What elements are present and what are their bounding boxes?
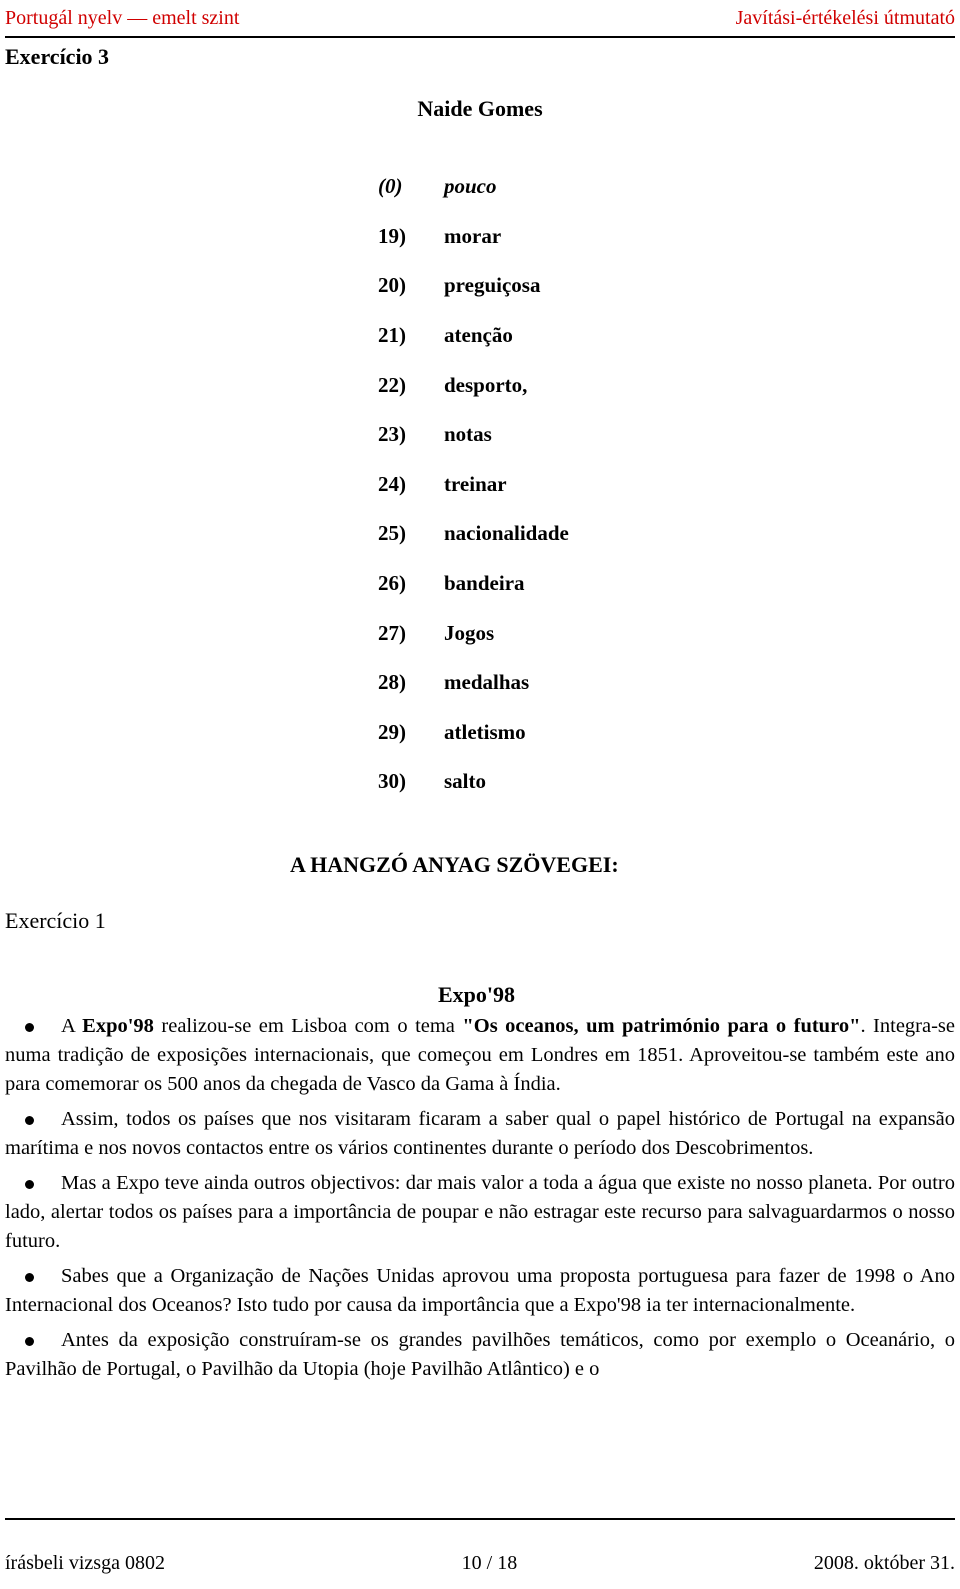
p2-text: Assim, todos os países que nos visitaram ficaram a saber qual o papel histórico de Portugal na expansão marítima e nos novos contactos entre os vários continentes durante o período dos Descobrimentos. — [5, 1108, 955, 1159]
list-item — [378, 410, 569, 460]
answer-number: 28) — [378, 670, 406, 695]
p1-bold-theme: "Os oceanos, um património para o futuro" — [462, 1015, 861, 1037]
answer-number: 23) — [378, 422, 406, 447]
paragraph-4 — [5, 1262, 955, 1320]
list-item — [378, 460, 569, 510]
answer-word: Jogos — [444, 620, 495, 645]
answer-number: 20) — [378, 273, 406, 298]
list-item — [378, 212, 569, 262]
list-item — [378, 658, 569, 708]
answer-number: 27) — [378, 620, 406, 645]
header-right: Javítási-értékelési útmutató — [735, 7, 955, 29]
listening-title: A HANGZÓ ANYAG SZÖVEGEI: — [290, 852, 619, 877]
answer-word: atenção — [444, 323, 513, 348]
answer-word: atletismo — [444, 719, 526, 744]
answer-word: bandeira — [444, 571, 525, 596]
paragraph-5 — [5, 1326, 955, 1384]
footer-right: 2008. október 31. — [813, 1552, 955, 1574]
answer-number: 25) — [378, 521, 406, 546]
answer-word: salto — [444, 769, 486, 794]
answer-number: 22) — [378, 372, 406, 397]
page-footer — [5, 1552, 955, 1575]
answer-word: nacionalidade — [444, 521, 569, 546]
answer-number: (0) — [378, 174, 403, 199]
footer-left: írásbeli vizsga 0802 — [5, 1552, 165, 1574]
answer-word: notas — [444, 422, 492, 447]
p1-bold-expo: Expo'98 — [82, 1015, 154, 1037]
header-divider — [5, 36, 955, 38]
list-item — [378, 559, 569, 609]
answer-word: desporto, — [444, 372, 528, 397]
paragraph-2 — [5, 1105, 955, 1163]
list-item — [378, 708, 569, 758]
bullet-icon — [25, 1337, 34, 1346]
p5-text: Antes da exposição construíram-se os grandes pavilhões temáticos, como por exemplo o Oceanário, o Pavilhão de Portugal, o Pavilhão da Utopia (hoje Pavilhão Atlântico) e o — [5, 1329, 955, 1380]
answer-word: pouco — [444, 174, 497, 199]
page-header — [5, 0, 955, 30]
answer-number: 29) — [378, 719, 406, 744]
exercise-3-label: Exercício 3 — [5, 44, 110, 69]
paragraph-1 — [5, 1012, 955, 1099]
exercise-1-label: Exercício 1 — [5, 908, 106, 933]
list-item — [378, 311, 569, 361]
list-item — [378, 509, 569, 559]
footer-page-number: 10 / 18 — [461, 1552, 518, 1574]
list-item — [378, 608, 569, 658]
bullet-icon — [25, 1273, 34, 1282]
answer-word: treinar — [444, 471, 507, 496]
answer-number: 19) — [378, 223, 406, 248]
p1-part-c: realizou-se em Lisboa com o tema — [153, 1015, 463, 1037]
answer-number: 26) — [378, 571, 406, 596]
p3-text: Mas a Expo teve ainda outros objectivos: dar mais valor a toda a água que existe no nosso planeta. Por outro lado, alertar todos os países para a importância de poupar e não estragar este recurso para salvaguardarmos o nosso futuro. — [5, 1172, 955, 1252]
listening-text — [5, 1012, 955, 1390]
paragraph-3 — [5, 1169, 955, 1256]
answer-word: morar — [444, 223, 502, 248]
text-title: Expo'98 — [438, 982, 516, 1007]
answer-number: 21) — [378, 323, 406, 348]
list-item — [378, 162, 569, 212]
list-item — [378, 261, 569, 311]
bullet-icon — [25, 1116, 34, 1125]
list-item — [378, 757, 569, 807]
answer-list — [378, 162, 569, 807]
p4-text: Sabes que a Organização de Nações Unidas aprovou uma proposta portuguesa para fazer de 1998 o Ano Internacional dos Oceanos? Isto tudo por causa da importância que a Expo'98 ia ter internacionalmente. — [5, 1265, 955, 1316]
exercise-3-title: Naide Gomes — [417, 96, 543, 121]
p1-part-a: A — [61, 1015, 83, 1037]
footer-divider — [5, 1518, 955, 1520]
list-item — [378, 360, 569, 410]
answer-number: 30) — [378, 769, 406, 794]
header-left: Portugál nyelv — emelt szint — [5, 7, 240, 29]
p1-part-d: . Integra-se numa tradição de exposições internacionais, que começou em Londres em 1851. Aproveitou-se também este ano para comemorar os 500 anos da chegada de Vasco da Gama à Índia. — [5, 1015, 955, 1095]
bullet-icon — [25, 1180, 34, 1189]
answer-word: preguiçosa — [444, 273, 541, 298]
answer-number: 24) — [378, 471, 406, 496]
bullet-icon — [25, 1023, 34, 1032]
answer-word: medalhas — [444, 670, 530, 695]
